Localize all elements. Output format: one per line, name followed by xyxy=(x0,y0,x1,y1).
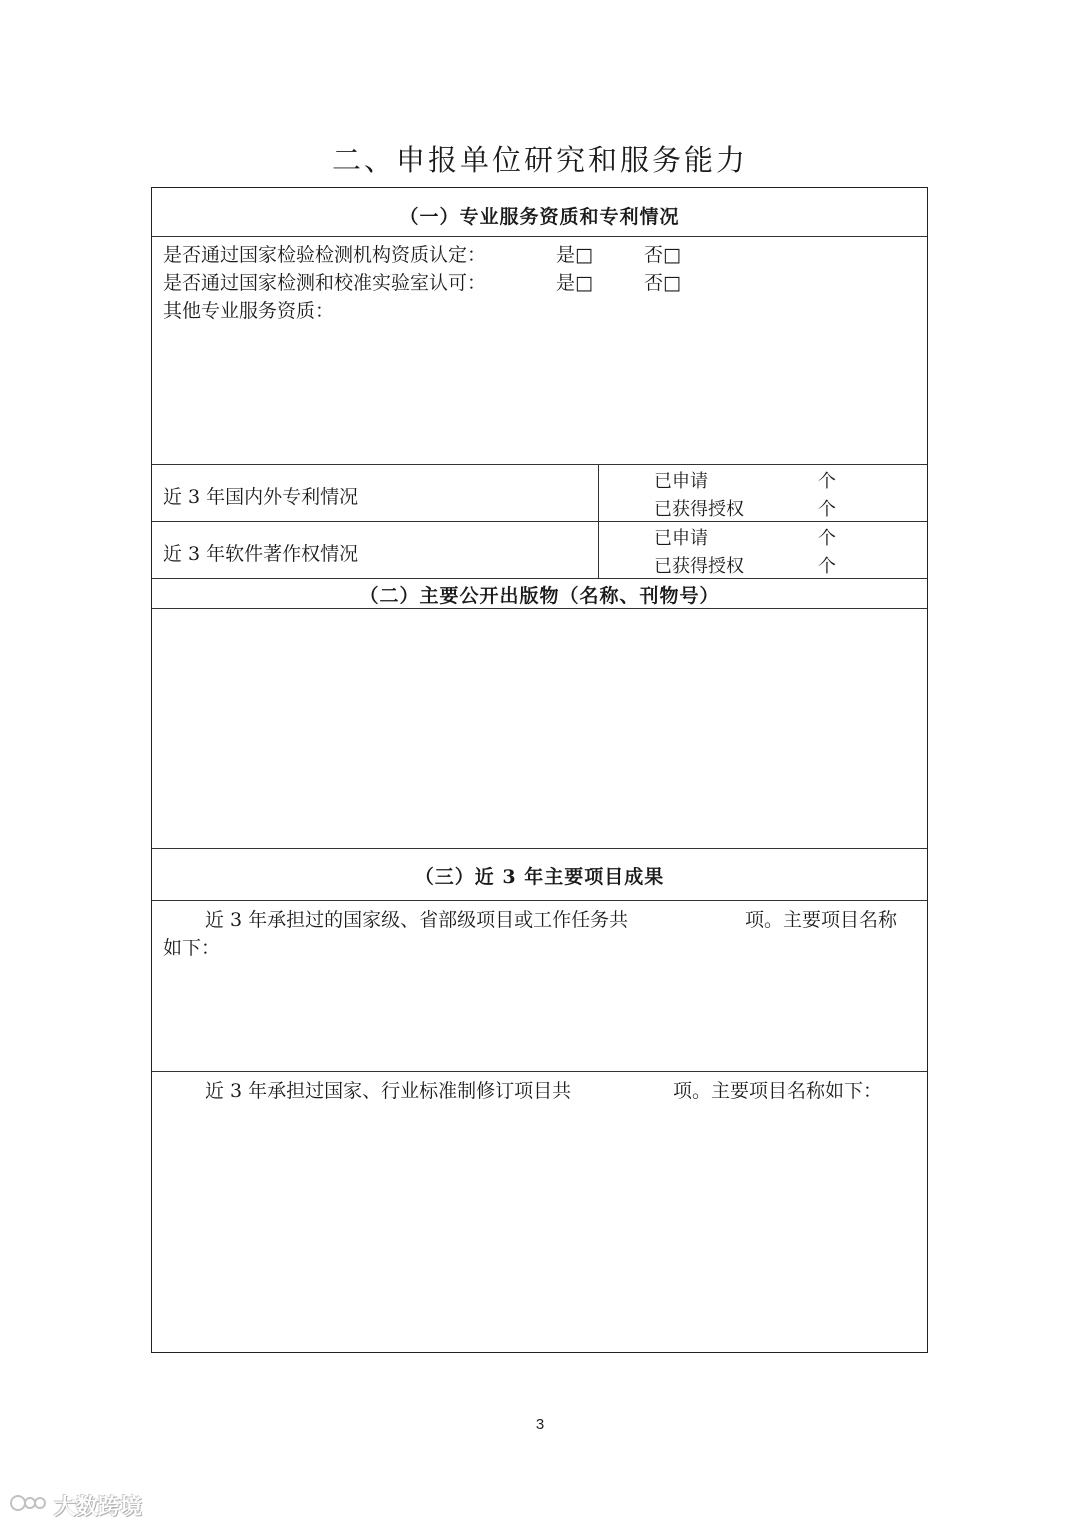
q2-no-checkbox[interactable]: 否□ xyxy=(644,272,681,294)
projects-text-part1: 近 3 年承担过的国家级、省部级项目或工作任务共 xyxy=(205,909,629,931)
software-applied-label: 已申请 xyxy=(654,528,708,549)
q1-yes-checkbox[interactable]: 是□ xyxy=(556,244,593,266)
divider xyxy=(152,236,927,237)
section3-header xyxy=(152,862,927,889)
software-granted-label: 已获得授权 xyxy=(654,556,744,577)
divider xyxy=(152,521,927,522)
patent-granted-unit: 个 xyxy=(818,499,836,520)
divider xyxy=(152,464,927,465)
other-qualifications-label: 其他专业服务资质： xyxy=(163,300,335,322)
q2-yes-checkbox[interactable]: 是□ xyxy=(556,272,593,294)
divider xyxy=(152,900,927,901)
software-granted-unit: 个 xyxy=(818,556,836,577)
software-label: 近 3 年软件著作权情况 xyxy=(163,543,359,565)
divider xyxy=(152,848,927,849)
q1-no-checkbox[interactable]: 否□ xyxy=(644,244,681,266)
application-form-table xyxy=(151,187,928,1353)
section3-header-post: 年主要项目成果 xyxy=(524,866,665,888)
section1-header: （一）专业服务资质和专利情况 xyxy=(399,206,680,228)
section3-header-pre: （三）近 xyxy=(414,866,495,888)
q2-label: 是否通过国家检测和校准实验室认可： xyxy=(163,272,487,294)
section3-header-num: 3 xyxy=(502,866,517,888)
watermark-logo-icon xyxy=(10,1492,48,1520)
section2-header: （二）主要公开出版物（名称、刊物号） xyxy=(359,585,720,607)
patent-label: 近 3 年国内外专利情况 xyxy=(163,486,359,508)
page-number: 3 xyxy=(535,1416,545,1433)
watermark xyxy=(10,1490,142,1521)
standards-text-part2: 项。主要项目名称如下： xyxy=(673,1080,883,1102)
divider xyxy=(152,1071,927,1072)
divider xyxy=(152,608,927,609)
q1-label: 是否通过国家检验检测机构资质认定： xyxy=(163,244,487,266)
patent-applied-unit: 个 xyxy=(818,471,836,492)
patent-granted-label: 已获得授权 xyxy=(654,499,744,520)
projects-text-line2: 如下： xyxy=(163,937,221,959)
projects-text-part2: 项。主要项目名称 xyxy=(745,909,898,931)
standards-text-part1: 近 3 年承担过国家、行业标准制修订项目共 xyxy=(205,1080,572,1102)
watermark-text: 大数跨境 xyxy=(54,1495,143,1520)
page-title: 二、申报单位研究和服务能力 xyxy=(331,143,748,177)
software-applied-unit: 个 xyxy=(818,528,836,549)
divider xyxy=(152,578,927,579)
patent-applied-label: 已申请 xyxy=(654,471,708,492)
